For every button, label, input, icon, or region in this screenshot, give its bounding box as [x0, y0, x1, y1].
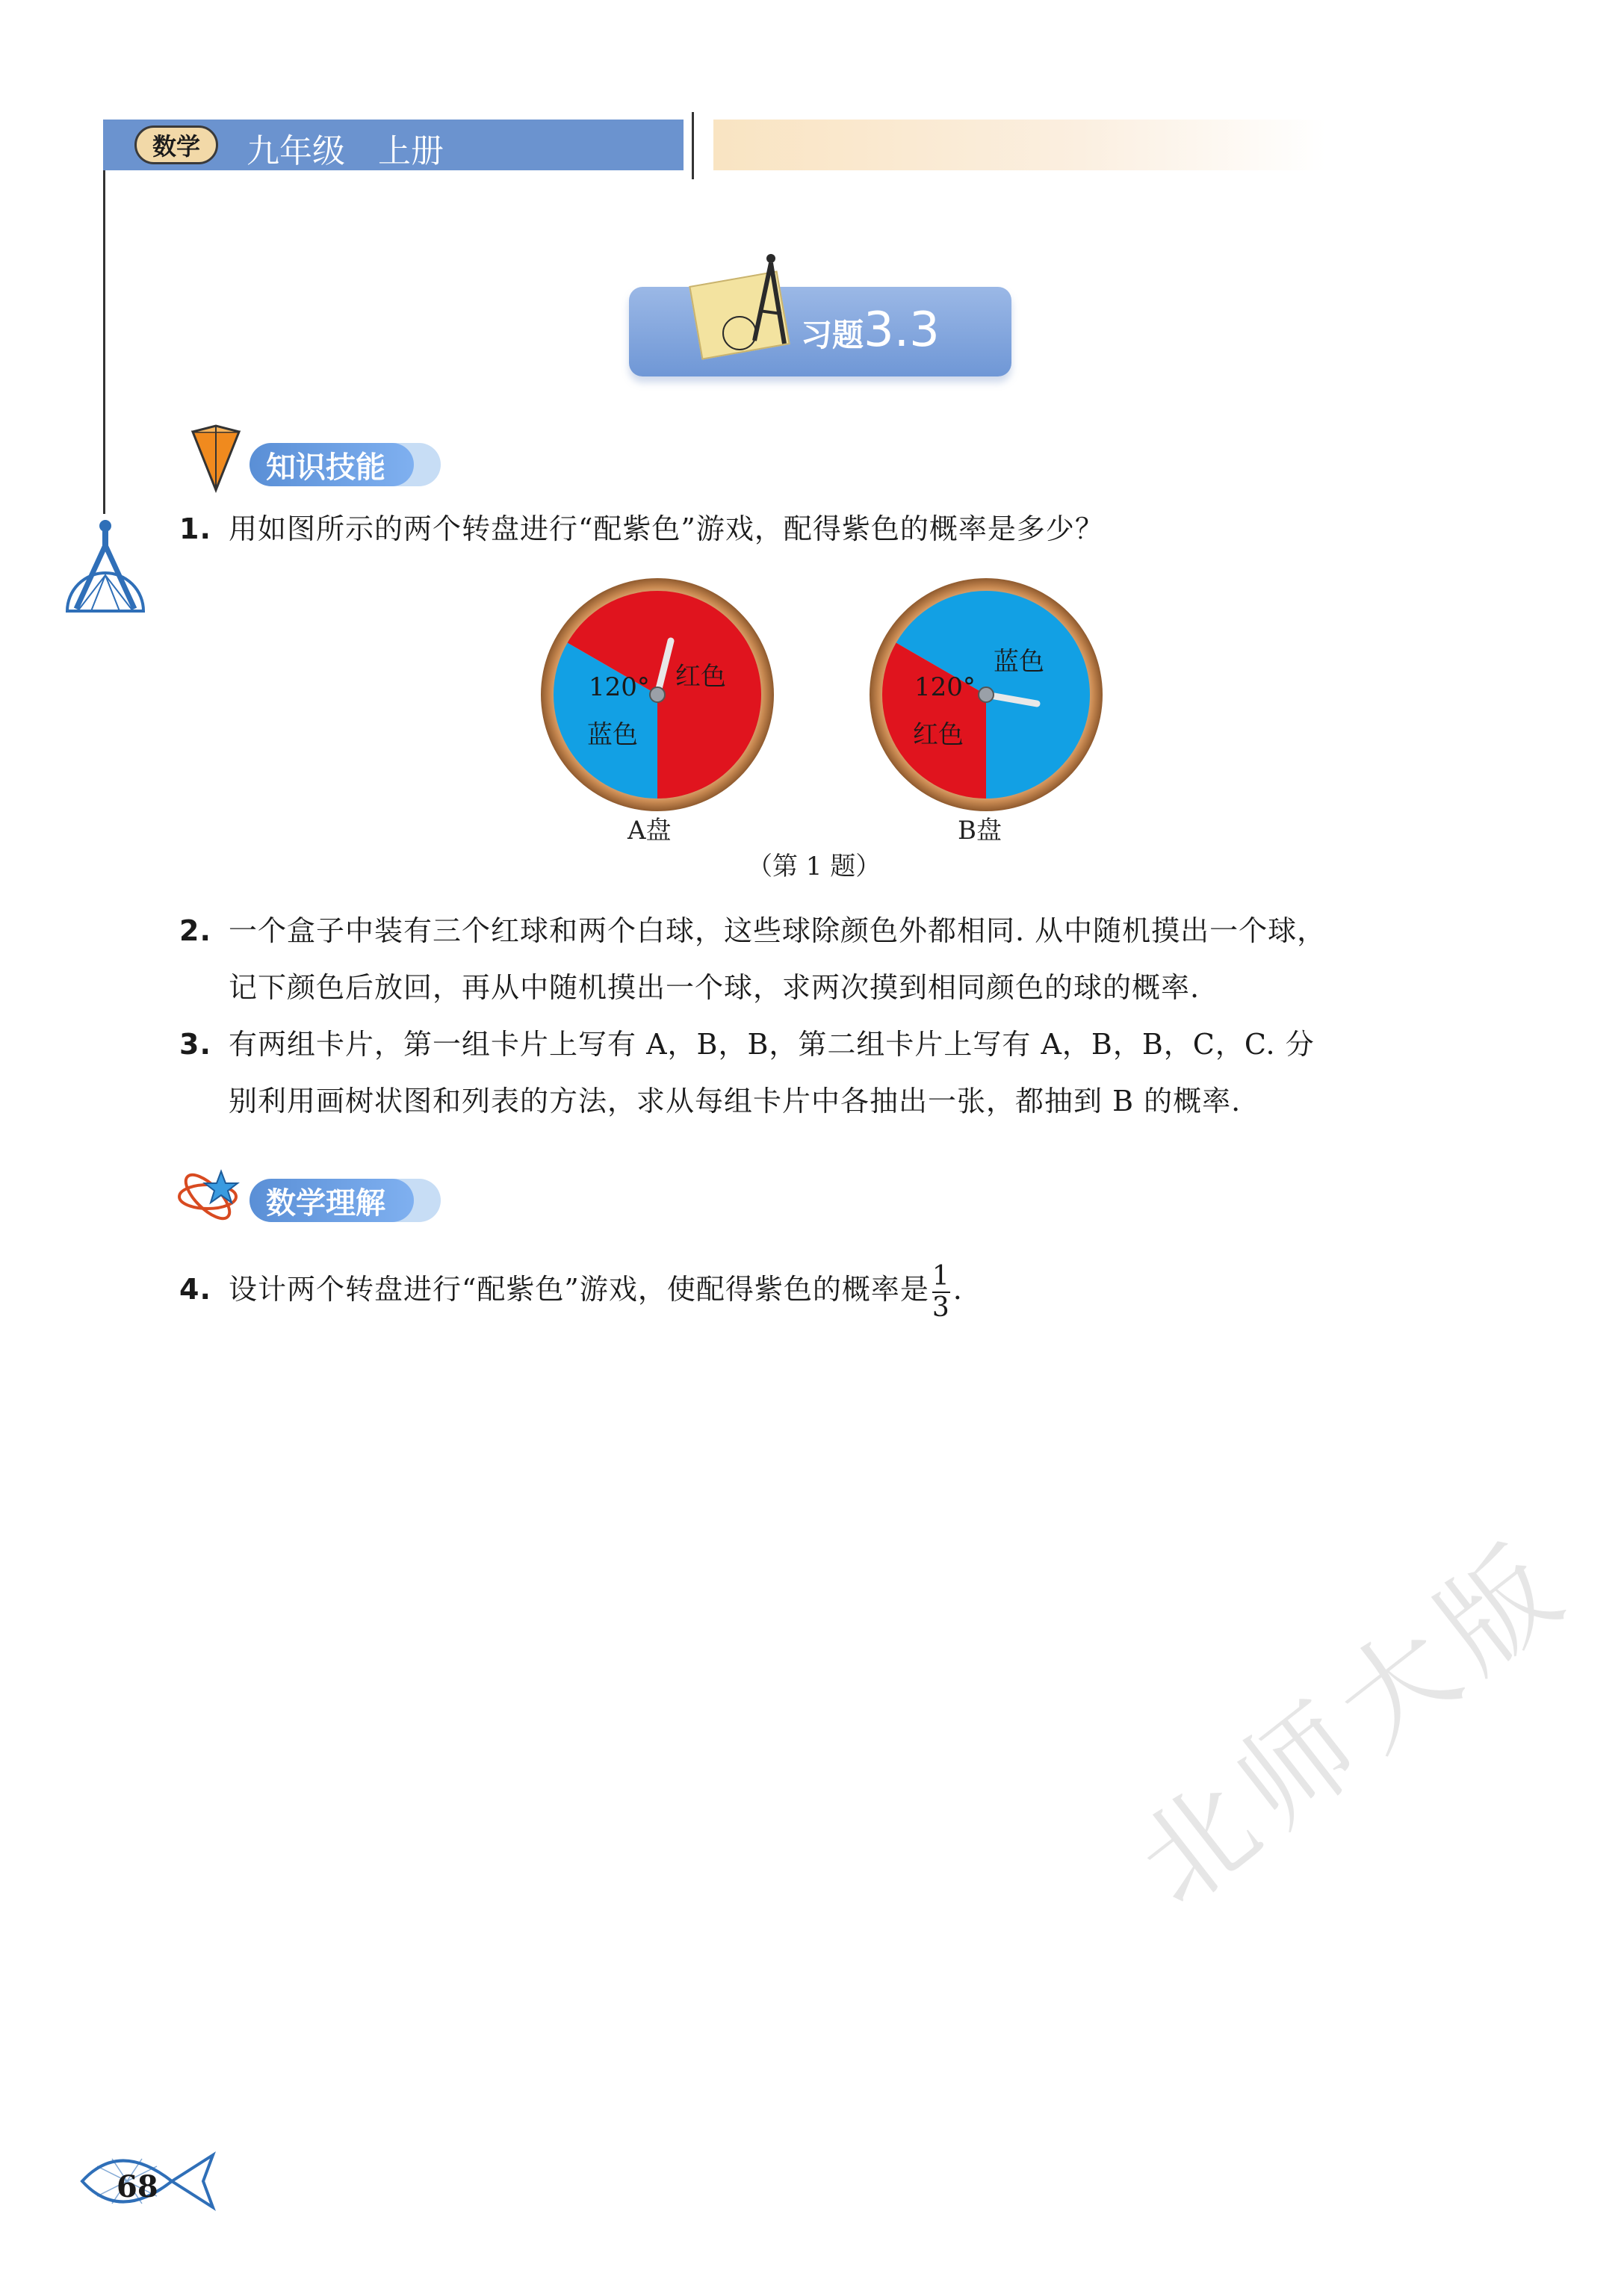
spinner-a-angle: 120° [589, 672, 650, 702]
compass-icon [61, 515, 149, 620]
section-knowledge-skills: 知识技能 [250, 443, 414, 486]
margin-line [103, 170, 105, 514]
page-number: 68 [117, 2169, 158, 2204]
header-divider [692, 112, 694, 179]
section-math-understanding: 数学理解 [250, 1179, 414, 1222]
question-2: 2. 一个盒子中装有三个红球和两个白球，这些球除颜色外都相同. 从中随机摸出一个球， [179, 914, 1327, 947]
question-2-line-2: 记下颜色后放回，再从中随机摸出一个球，求两次摸到相同颜色的球的概率. [229, 971, 1200, 1004]
exercise-title [801, 303, 940, 358]
grade-label: 九年级 上册 [247, 132, 444, 170]
figure-caption: （第 1 题） [747, 852, 881, 881]
question-2-line-1: 一个盒子中装有三个红球和两个白球，这些球除颜色外都相同. 从中随机摸出一个球， [229, 914, 1327, 947]
question-4-text: 设计两个转盘进行“配紫色”游戏，使配得紫色的概率是 [229, 1273, 929, 1306]
fraction-one-third: $\frac{1}{3}$ [932, 1260, 950, 1323]
spinner-a [538, 575, 777, 814]
spinner-a-blue-label: 蓝色 [587, 720, 638, 750]
exercise-title-number: 3.3 [864, 303, 940, 358]
question-1: 1. 用如图所示的两个转盘进行“配紫色”游戏，配得紫色的概率是多少？ [179, 512, 1104, 545]
subject-badge: 数学 [134, 125, 218, 164]
spinner-b-red-label: 红色 [913, 720, 964, 750]
spinner-a-red-label: 红色 [675, 662, 726, 692]
question-4: 4. 设计两个转盘进行“配紫色”游戏，使配得紫色的概率是 $\frac{1}{3}$ . [179, 1260, 963, 1323]
drawing-compass-icon [710, 251, 799, 363]
exercise-title-prefix: 习题 [801, 317, 864, 353]
spinner-b [867, 575, 1106, 814]
question-3: 3. 有两组卡片，第一组卡片上写有 A，B，B，第二组卡片上写有 A，B，B，C，C. 分 [179, 1028, 1315, 1061]
spinner-b-blue-label: 蓝色 [994, 647, 1044, 677]
header-decoration [713, 120, 1326, 170]
question-1-text: 用如图所示的两个转盘进行“配紫色”游戏，配得紫色的概率是多少？ [229, 512, 1104, 545]
watermark: 北师大版 [1114, 1515, 1595, 1931]
spinner-b-angle: 120° [914, 672, 976, 702]
spinner-a-caption: A盘 [627, 816, 672, 846]
spinner-b-caption: B盘 [958, 816, 1002, 846]
pyramid-icon [188, 424, 244, 493]
atom-star-icon [176, 1167, 251, 1222]
question-3-line-1: 有两组卡片，第一组卡片上写有 A，B，B，第二组卡片上写有 A，B，B，C，C. 分 [229, 1028, 1315, 1061]
question-3-line-2: 别利用画树状图和列表的方法，求从每组卡片中各抽出一张，都抽到 B 的概率. [229, 1085, 1242, 1117]
